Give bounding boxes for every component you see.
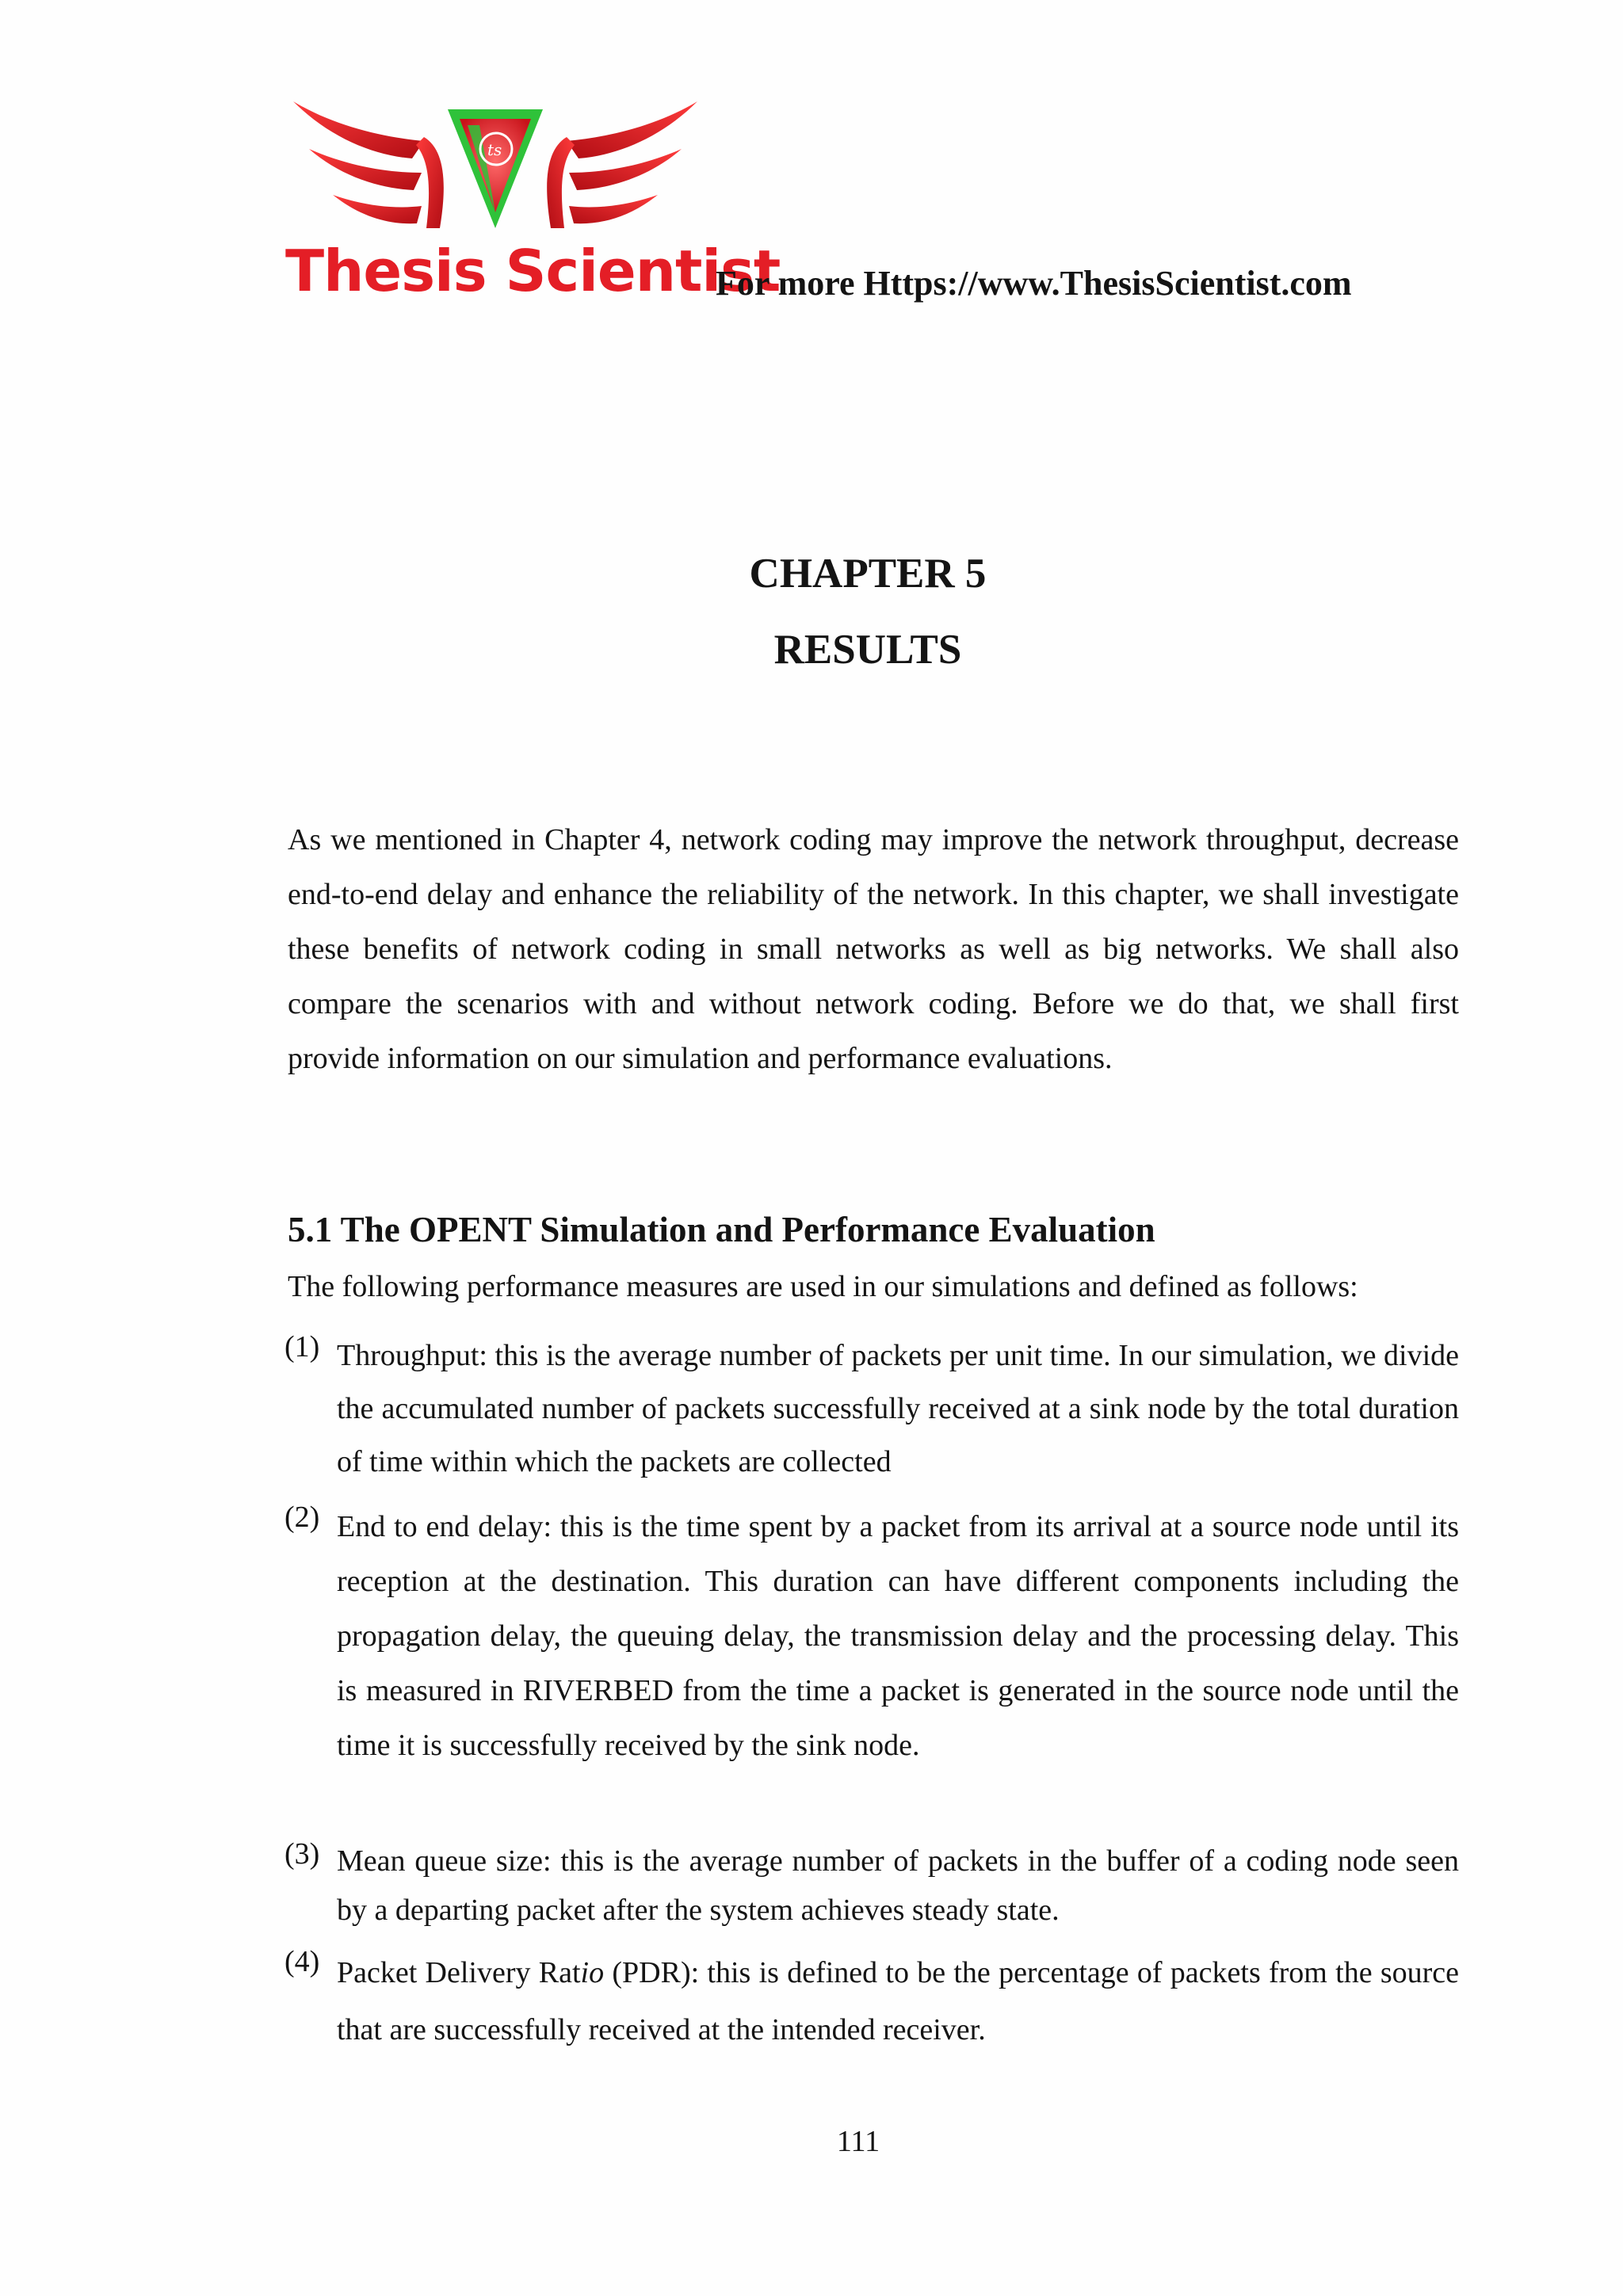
chapter-title: RESULTS: [773, 627, 962, 673]
list-item-number: (3): [285, 1837, 320, 1871]
list-item-text: Throughput: this is the average number of packets per unit time. In our simulation, we divide the accumulated number of packets successfully received at a sink node by the total duration of time within which the packets are collected: [337, 1339, 1459, 1478]
list-item-text-part: Packet Delivery Rat: [337, 1956, 581, 1989]
list-item-number: (2): [285, 1501, 320, 1534]
logo-wordmark: Thesis Scientist: [285, 238, 781, 304]
intro-paragraph: As we mentioned in Chapter 4, network coding may improve the network throughput, decrease end-to-end delay and enhance the reliability of the network. In this chapter, we shall investigate these benefits of network coding in small networks as well as big networks. We shall also compare the scenarios with and without network coding. Before we do that, we shall first provide information on our simulation and performance evaluations.: [288, 823, 1459, 1075]
list-item-number: (4): [285, 1945, 320, 1978]
list-item-text: [337, 1944, 1459, 2058]
section-intro: The following performance measures are used in our simulations and defined as follows:: [288, 1270, 1358, 1303]
list-item-text-part: (PDR): this is defined to be the percentage of packets from the source that are successfully received at the intended receiver.: [337, 1956, 1459, 2046]
section-heading: 5.1 The OPENT Simulation and Performance Evaluation: [288, 1210, 1155, 1249]
list-item-text: Mean queue size: this is the average number of packets in the buffer of a coding node seen by a departing packet after the system achieves steady state.: [337, 1844, 1459, 1927]
header-website-link[interactable]: For more Https://www.ThesisScientist.com: [716, 264, 1352, 303]
list-item-text: End to end delay: this is the time spent by a packet from its arrival at a source node until its reception at the destination. This duration can have different components including the propagation delay, the queuing delay, the transmission delay and the processing delay. This is measured in RIVERBED from the time a packet is generated in the source node until the time it is successfully received by the sink node.: [337, 1510, 1459, 1762]
page-number: 111: [836, 2125, 880, 2158]
chapter-number: CHAPTER 5: [749, 551, 987, 597]
thesis-scientist-logo: [285, 93, 781, 315]
list-item-text-italic: io: [580, 1956, 605, 1989]
list-item-number: (1): [285, 1330, 320, 1363]
svg-text:ts: ts: [487, 140, 502, 159]
